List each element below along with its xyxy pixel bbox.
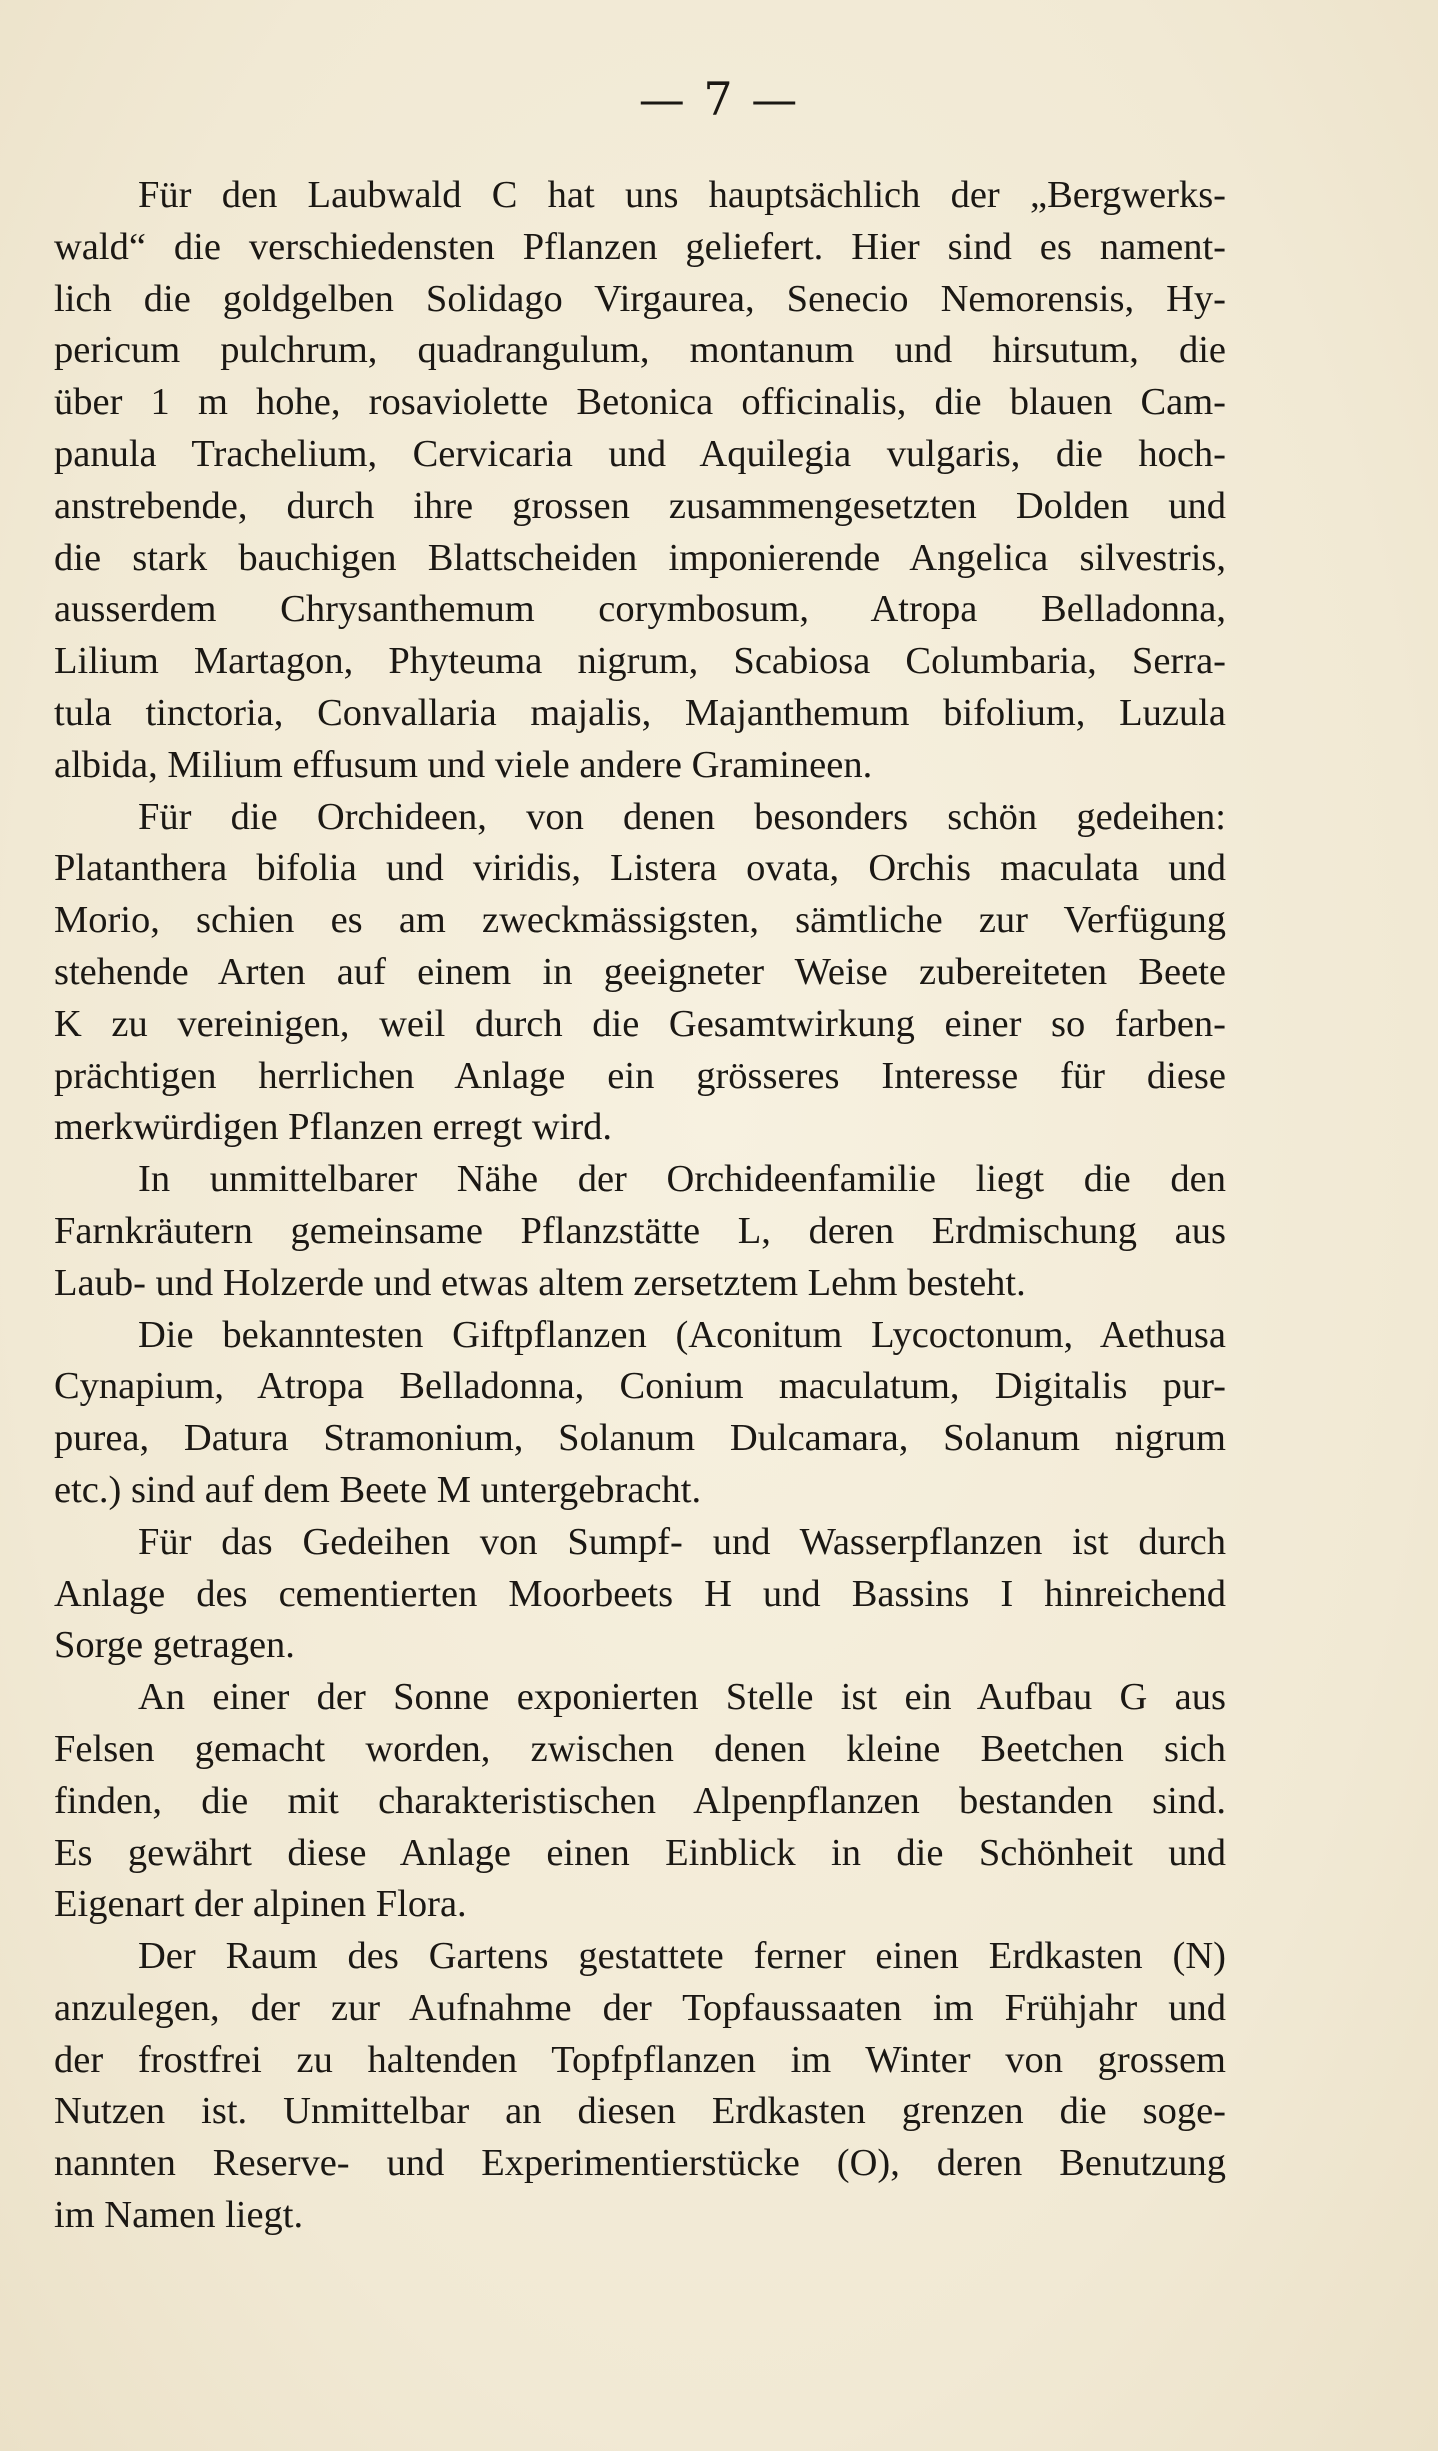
- text-line: Für den Laubwald C hat uns hauptsächlich der „Bergwerks-: [138, 174, 1226, 216]
- text-line: lich die goldgelben Solidago Virgaurea, Senecio Nemorensis, Hy-: [54, 277, 1226, 320]
- text-line: merkwürdigen Pflanzen erregt wird.: [54, 1106, 613, 1149]
- text-line: panula Trachelium, Cervicaria und Aquilegia vulgaris, die hoch-: [54, 432, 1226, 475]
- text-line: anstrebende, durch ihre grossen zusammengesetzten Dolden und: [54, 484, 1226, 527]
- text-line: Farnkräutern gemeinsame Pflanzstätte L, deren Erdmischung aus: [54, 1209, 1226, 1252]
- paragraph: [54, 170, 1226, 792]
- text-line: Platanthera bifolia und viridis, Listera ovata, Orchis maculata und: [54, 847, 1226, 890]
- page-number: — 7 —: [638, 72, 800, 126]
- text-line: stehende Arten auf einem in geeigneter Weise zubereiteten Beete: [54, 950, 1226, 993]
- text-line: Felsen gemacht worden, zwischen denen kleine Beetchen sich: [54, 1727, 1226, 1770]
- text-line: die stark bauchigen Blattscheiden imponierende Angelica silvestris,: [54, 536, 1226, 579]
- text-line: Eigenart der alpinen Flora.: [54, 1883, 467, 1926]
- text-line: Der Raum des Gartens gestattete ferner einen Erdkasten (N): [138, 1935, 1226, 1978]
- text-line: Es gewährt diese Anlage einen Einblick in die Schönheit und: [54, 1831, 1226, 1874]
- text-line: pericum pulchrum, quadrangulum, montanum und hirsutum, die: [54, 329, 1226, 372]
- text-line: wald“ die verschiedensten Pflanzen geliefert. Hier sind es nament-: [54, 225, 1226, 268]
- text-line: Lilium Martagon, Phyteuma nigrum, Scabiosa Columbaria, Serra-: [54, 640, 1226, 683]
- text-line: purea, Datura Stramonium, Solanum Dulcamara, Solanum nigrum: [54, 1417, 1226, 1460]
- text-line: der frostfrei zu haltenden Topfpflanzen im Winter von grossem: [54, 2038, 1226, 2081]
- paragraph: [54, 1154, 1226, 1309]
- body-text: [54, 170, 1226, 2242]
- text-line: Nutzen ist. Unmittelbar an diesen Erdkasten grenzen die soge-: [54, 2090, 1226, 2133]
- text-line: Die bekanntesten Giftpflanzen (Aconitum Lycoctonum, Aethusa: [138, 1313, 1226, 1356]
- text-line: albida, Milium effusum und viele andere Gramineen.: [54, 743, 873, 786]
- text-line: Anlage des cementierten Moorbeets H und Bassins I hinreichend: [54, 1572, 1226, 1615]
- text-line: finden, die mit charakteristischen Alpenpflanzen bestanden sind.: [54, 1779, 1226, 1822]
- text-line: prächtigen herrlichen Anlage ein grösseres Interesse für diese: [54, 1054, 1226, 1097]
- text-line: anzulegen, der zur Aufnahme der Topfaussaaten im Frühjahr und: [54, 1986, 1226, 2029]
- text-line: Cynapium, Atropa Belladonna, Conium maculatum, Digitalis pur-: [54, 1365, 1226, 1408]
- text-line: Morio, schien es am zweckmässigsten, sämtliche zur Verfügung: [54, 899, 1226, 942]
- text-line: etc.) sind auf dem Beete M untergebracht.: [54, 1468, 702, 1511]
- text-line: In unmittelbarer Nähe der Orchideenfamilie liegt die den: [138, 1158, 1226, 1201]
- paragraph: [54, 792, 1226, 1155]
- paragraph: [54, 1672, 1226, 1931]
- paragraph: [54, 1931, 1226, 2242]
- text-line: tula tinctoria, Convallaria majalis, Majanthemum bifolium, Luzula: [54, 691, 1226, 734]
- text-line: Für das Gedeihen von Sumpf- und Wasserpflanzen ist durch: [138, 1520, 1226, 1563]
- text-line: Sorge getragen.: [54, 1624, 295, 1667]
- text-line: An einer der Sonne exponierten Stelle ist ein Aufbau G aus: [138, 1676, 1226, 1719]
- text-line: nannten Reserve- und Experimentierstücke (O), deren Benutzung: [54, 2142, 1226, 2185]
- text-line: K zu vereinigen, weil durch die Gesamtwirkung einer so farben-: [54, 1002, 1226, 1045]
- paragraph: [54, 1310, 1226, 1517]
- text-line: ausserdem Chrysanthemum corymbosum, Atropa Belladonna,: [54, 588, 1226, 631]
- text-line: im Namen liegt.: [54, 2194, 304, 2237]
- text-line: Für die Orchideen, von denen besonders schön gedeihen:: [138, 795, 1226, 838]
- paragraph: [54, 1517, 1226, 1672]
- text-line: über 1 m hohe, rosaviolette Betonica officinalis, die blauen Cam-: [54, 381, 1226, 424]
- text-line: Laub- und Holzerde und etwas altem zersetztem Lehm besteht.: [54, 1261, 1026, 1304]
